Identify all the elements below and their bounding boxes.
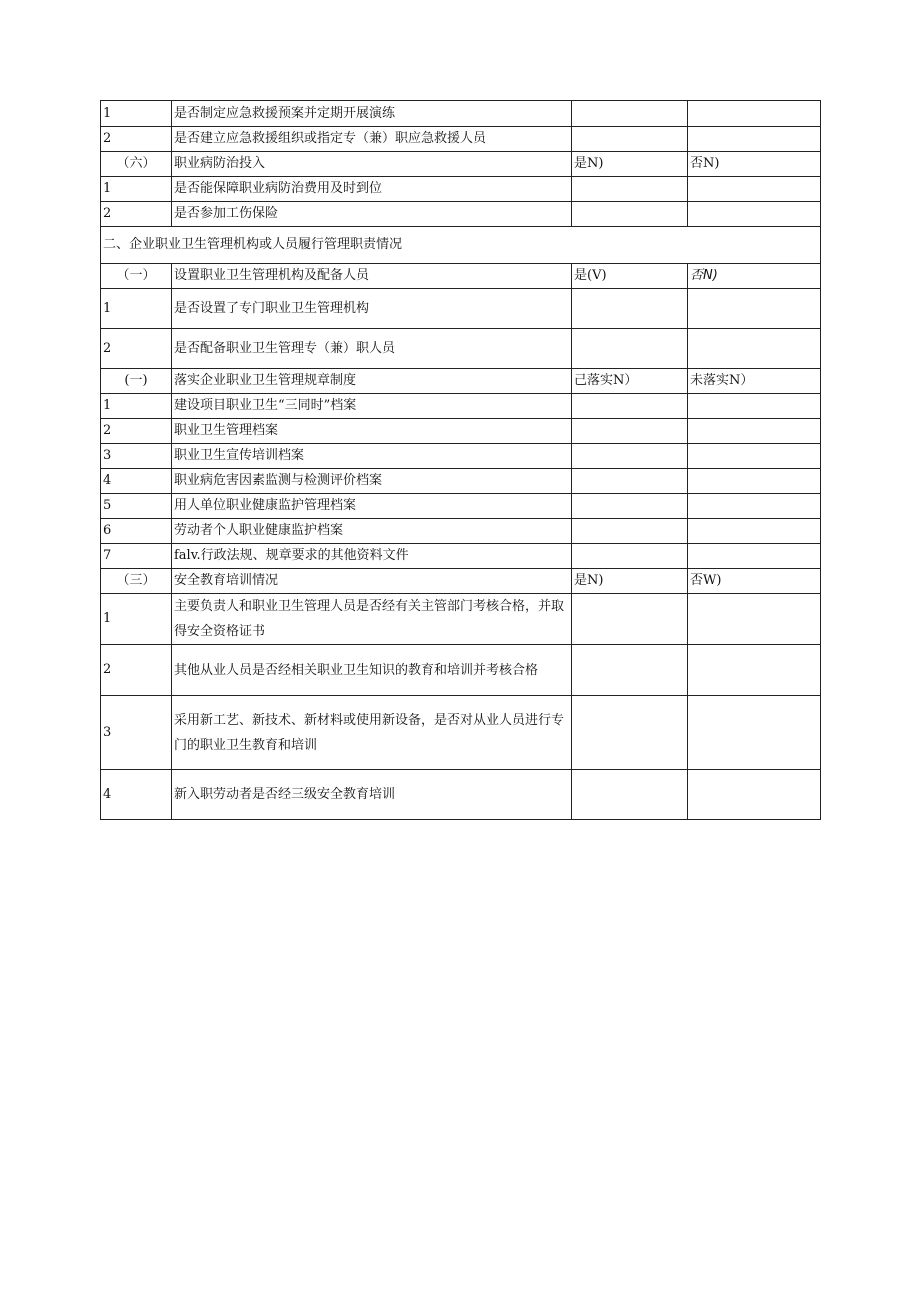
yes-cell bbox=[572, 289, 688, 329]
item-number: 7 bbox=[101, 544, 172, 569]
checklist-item-row bbox=[101, 594, 821, 645]
item-number: 2 bbox=[101, 127, 172, 152]
no-cell bbox=[688, 494, 821, 519]
item-number: 3 bbox=[101, 696, 172, 770]
no-cell bbox=[688, 101, 821, 127]
yes-cell bbox=[572, 202, 688, 227]
no-cell bbox=[688, 544, 821, 569]
yes-cell bbox=[572, 177, 688, 202]
no-cell bbox=[688, 289, 821, 329]
item-number: 4 bbox=[101, 469, 172, 494]
subsection-number: （六） bbox=[101, 152, 172, 177]
yes-cell bbox=[572, 645, 688, 696]
item-text: 职业卫生管理档案 bbox=[172, 419, 572, 444]
item-text: 是否参加工伤保险 bbox=[172, 202, 572, 227]
subsection-title: 设置职业卫生管理机构及配备人员 bbox=[172, 264, 572, 289]
checklist-item-row bbox=[101, 127, 821, 152]
checklist-item-row bbox=[101, 696, 821, 770]
checklist-body bbox=[101, 101, 821, 820]
subsection-number: （一） bbox=[101, 264, 172, 289]
no-cell bbox=[688, 770, 821, 820]
yes-column-header: 是N) bbox=[572, 152, 688, 177]
no-cell bbox=[688, 519, 821, 544]
item-number: 5 bbox=[101, 494, 172, 519]
yes-cell bbox=[572, 696, 688, 770]
subsection-row bbox=[101, 264, 821, 289]
item-number: 2 bbox=[101, 202, 172, 227]
item-number: 2 bbox=[101, 329, 172, 369]
item-number: 1 bbox=[101, 101, 172, 127]
no-cell bbox=[688, 645, 821, 696]
yes-cell bbox=[572, 419, 688, 444]
no-column-header: 否N) bbox=[688, 152, 821, 177]
yes-cell bbox=[572, 101, 688, 127]
item-text: 职业卫生宣传培训档案 bbox=[172, 444, 572, 469]
item-number: 2 bbox=[101, 419, 172, 444]
subsection-number: （三） bbox=[101, 569, 172, 594]
checklist-item-row bbox=[101, 494, 821, 519]
item-text: 是否能保障职业病防治费用及时到位 bbox=[172, 177, 572, 202]
yes-cell bbox=[572, 394, 688, 419]
no-cell bbox=[688, 329, 821, 369]
no-cell bbox=[688, 177, 821, 202]
subsection-row bbox=[101, 569, 821, 594]
yes-cell bbox=[572, 494, 688, 519]
section-heading: 二、企业职业卫生管理机构或人员履行管理职责情况 bbox=[101, 227, 821, 264]
checklist-item-row bbox=[101, 770, 821, 820]
item-text: 是否设置了专门职业卫生管理机构 bbox=[172, 289, 572, 329]
item-text: 新入职劳动者是否经三级安全教育培训 bbox=[172, 770, 572, 820]
item-text: 职业病危害因素监测与检测评价档案 bbox=[172, 469, 572, 494]
subsection-number: (一) bbox=[101, 369, 172, 394]
checklist-item-row bbox=[101, 469, 821, 494]
item-number: 1 bbox=[101, 289, 172, 329]
yes-column-header: 是N) bbox=[572, 569, 688, 594]
yes-cell bbox=[572, 469, 688, 494]
no-cell bbox=[688, 419, 821, 444]
yes-column-header: 是(V) bbox=[572, 264, 688, 289]
item-text: 建设项目职业卫生“三同时”档案 bbox=[172, 394, 572, 419]
section-heading-row bbox=[101, 227, 821, 264]
item-text: falv.行政法规、规章要求的其他资料文件 bbox=[172, 544, 572, 569]
no-cell bbox=[688, 202, 821, 227]
subsection-row bbox=[101, 152, 821, 177]
item-text: 劳动者个人职业健康监护档案 bbox=[172, 519, 572, 544]
item-text: 其他从业人员是否经相关职业卫生知识的教育和培训并考核合格 bbox=[172, 645, 572, 696]
item-text: 用人单位职业健康监护管理档案 bbox=[172, 494, 572, 519]
no-cell bbox=[688, 696, 821, 770]
checklist-item-row bbox=[101, 519, 821, 544]
item-number: 6 bbox=[101, 519, 172, 544]
checklist-item-row bbox=[101, 202, 821, 227]
item-text: 是否建立应急救援组织或指定专（兼）职应急救援人员 bbox=[172, 127, 572, 152]
no-cell bbox=[688, 594, 821, 645]
no-column-header: 未落实N） bbox=[688, 369, 821, 394]
yes-cell bbox=[572, 329, 688, 369]
no-column-header: 否N) bbox=[688, 264, 821, 289]
item-number: 1 bbox=[101, 594, 172, 645]
checklist-item-row bbox=[101, 177, 821, 202]
yes-cell bbox=[572, 444, 688, 469]
subsection-title: 落实企业职业卫生管理规章制度 bbox=[172, 369, 572, 394]
item-text: 采用新工艺、新技术、新材料或使用新设备，是否对从业人员进行专门的职业卫生教育和培训 bbox=[172, 696, 572, 770]
no-cell bbox=[688, 394, 821, 419]
checklist-item-row bbox=[101, 101, 821, 127]
checklist-item-row bbox=[101, 289, 821, 329]
checklist-item-row bbox=[101, 645, 821, 696]
item-number: 1 bbox=[101, 177, 172, 202]
item-text: 是否配备职业卫生管理专（兼）职人员 bbox=[172, 329, 572, 369]
subsection-row bbox=[101, 369, 821, 394]
subsection-title: 安全教育培训情况 bbox=[172, 569, 572, 594]
checklist-item-row bbox=[101, 394, 821, 419]
yes-cell bbox=[572, 519, 688, 544]
no-cell bbox=[688, 444, 821, 469]
item-number: 4 bbox=[101, 770, 172, 820]
item-text: 主要负责人和职业卫生管理人员是否经有关主管部门考核合格，并取得安全资格证书 bbox=[172, 594, 572, 645]
item-number: 1 bbox=[101, 394, 172, 419]
yes-cell bbox=[572, 770, 688, 820]
subsection-title: 职业病防治投入 bbox=[172, 152, 572, 177]
item-number: 2 bbox=[101, 645, 172, 696]
no-column-header: 否W) bbox=[688, 569, 821, 594]
item-number: 3 bbox=[101, 444, 172, 469]
checklist-item-row bbox=[101, 329, 821, 369]
checklist-item-row bbox=[101, 444, 821, 469]
checklist-table bbox=[100, 100, 821, 820]
checklist-item-row bbox=[101, 544, 821, 569]
no-cell bbox=[688, 127, 821, 152]
yes-cell bbox=[572, 594, 688, 645]
item-text: 是否制定应急救援预案并定期开展演练 bbox=[172, 101, 572, 127]
checklist-item-row bbox=[101, 419, 821, 444]
yes-column-header: 己落实N） bbox=[572, 369, 688, 394]
yes-cell bbox=[572, 544, 688, 569]
yes-cell bbox=[572, 127, 688, 152]
no-cell bbox=[688, 469, 821, 494]
